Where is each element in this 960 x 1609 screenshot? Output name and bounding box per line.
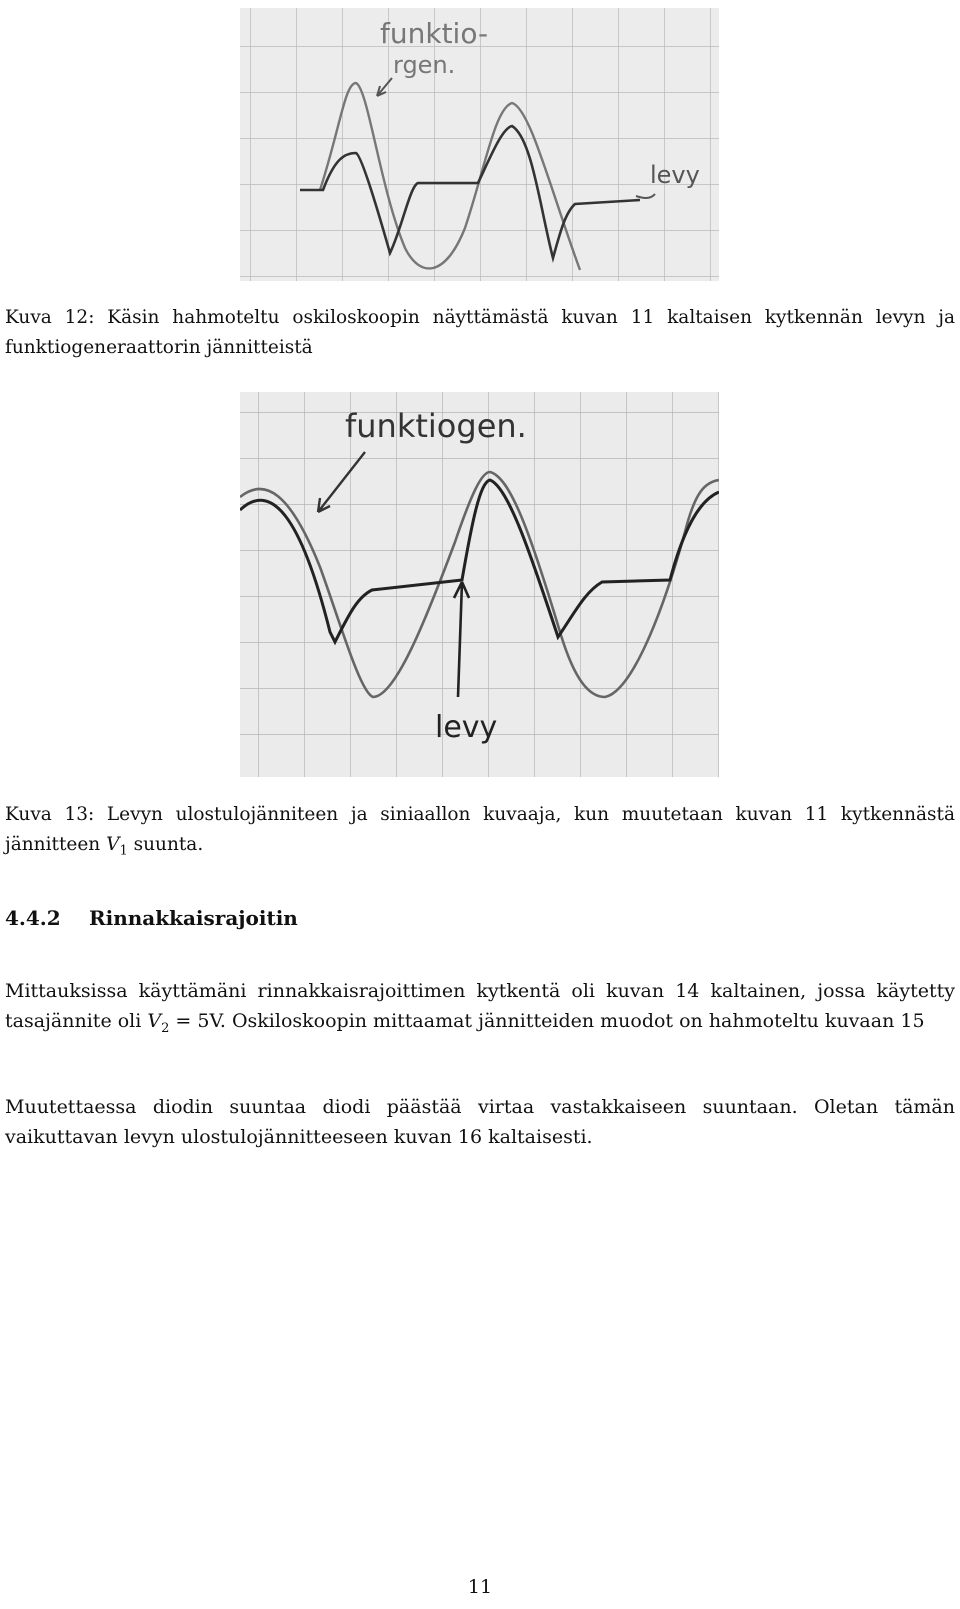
label-funktiogen: funktiogen.	[345, 407, 527, 445]
label-levy: levy	[435, 710, 498, 745]
paragraph-2: Muutettaessa diodin suuntaa diodi päästää virtaa vastakkaiseen suuntaan. Oletan tämän vaikuttavan levyn ulostulojännitteeseen kuvan 16 kaltaisesti.	[5, 1096, 955, 1148]
section-title: Rinnakkaisrajoitin	[89, 906, 298, 930]
section-number: 4.4.2	[5, 906, 61, 930]
paragraph-1: Mittauksissa käyttämäni rinnakkaisrajoittimen kytkentä oli kuvan 14 kaltainen, jossa käytetty tasajännite oli $V_2 = 5V$. Oskiloskoopin mittaamat jännitteiden muodot on hahmoteltu kuvaan 15	[5, 980, 955, 1036]
label-funktio: funktio-	[380, 17, 489, 50]
figure-12-caption: Kuva 12: Käsin hahmoteltu oskiloskoopin näyttämästä kuvan 11 kaltaisen kytkennän levyn ja funktiogeneraattorin jännitteistä	[5, 307, 955, 358]
label-levy: levy	[650, 161, 700, 189]
figure-12-sketch	[240, 8, 719, 281]
label-rgen: rgen.	[393, 51, 456, 79]
figure-13-drawing	[240, 392, 719, 777]
figure-13-sketch	[240, 392, 719, 777]
page-number: 11	[467, 1576, 493, 1598]
figure-12-drawing	[240, 8, 719, 281]
section-heading	[5, 903, 955, 933]
figure-13-caption: Kuva 13: Levyn ulostulojänniteen ja siniaallon kuvaaja, kun muutetaan kuvan 11 kytkennästä jännitteen $V_1$ suunta.	[5, 804, 955, 859]
